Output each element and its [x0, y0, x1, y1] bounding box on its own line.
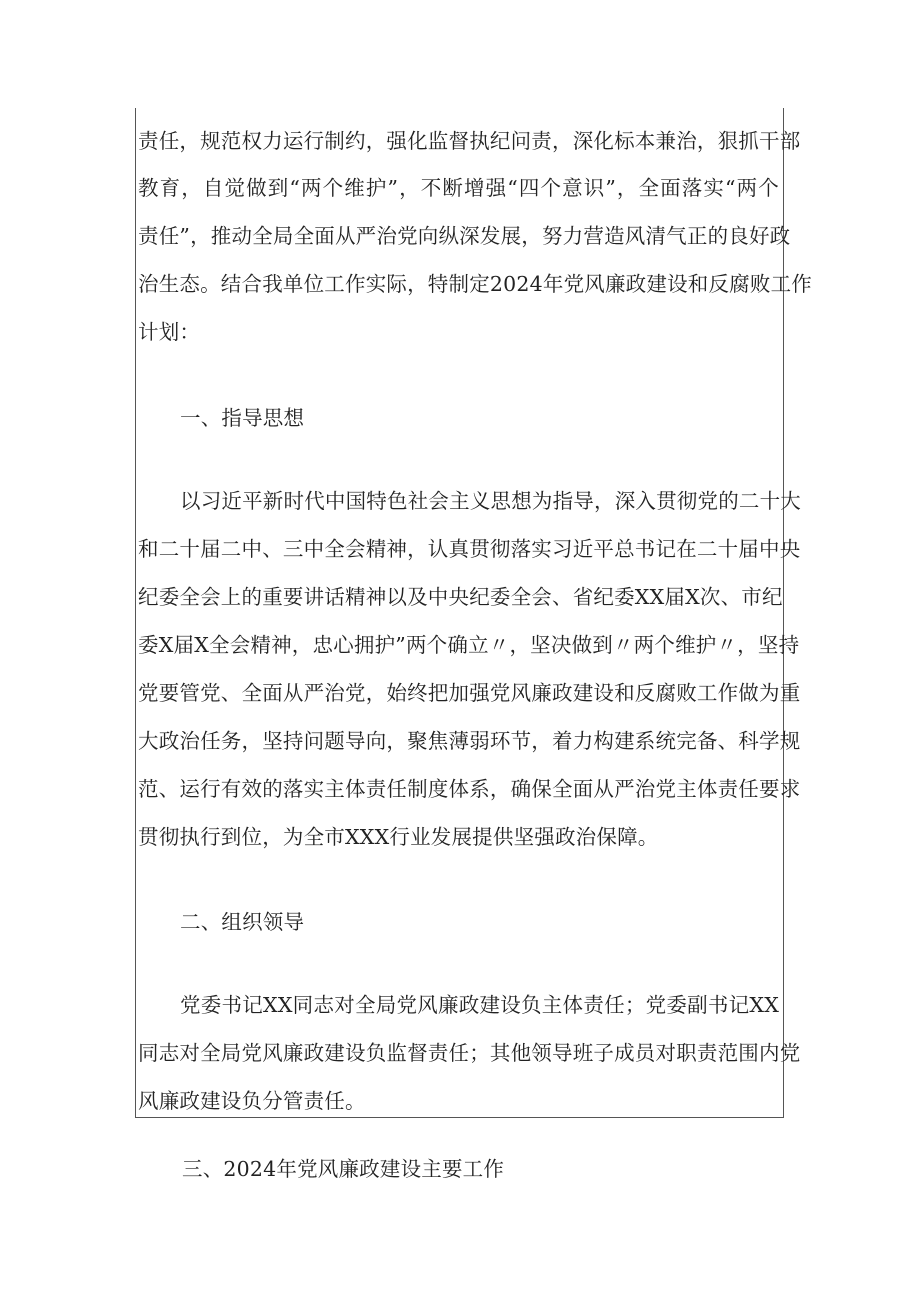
paragraph-line: 委X届X全会精神，忠心拥护”两个确立〃，坚决做到〃两个维护〃，坚持: [138, 633, 800, 657]
paragraph-line: 党要管党、全面从严治党，始终把加强党风廉政建设和反腐败工作做为重: [138, 681, 801, 705]
intro-line: 治生态。结合我单位工作实际，特制定2024年党风廉政建设和反腐败工作: [138, 272, 812, 296]
paragraph-line: 以习近平新时代中国特色社会主义思想为指导，深入贯彻党的二十大: [180, 489, 801, 513]
paragraph-line: 范、运行有效的落实主体责任制度体系，确保全面从严治党主体责任要求: [138, 777, 801, 801]
section-heading-guiding-thought: 一、指导思想: [180, 406, 305, 430]
paragraph-line: 同志对全局党风廉政建设负监督责任；其他领导班子成员对职责范围内党: [138, 1041, 801, 1065]
paragraph-line: 风廉政建设负分管责任。: [138, 1089, 366, 1113]
intro-line: 教育，自觉做到“两个维护”，不断增强“四个意识”，全面落实“两个: [138, 176, 779, 200]
intro-line: 责任，规范权力运行制约，强化监督执纪问责，深化标本兼治，狠抓干部: [138, 129, 801, 153]
section-heading-organization: 二、组织领导: [180, 910, 305, 934]
document-frame: [135, 108, 812, 1118]
paragraph-line: 纪委全会上的重要讲话精神以及中央纪委全会、省纪委XX届X次、市纪: [138, 585, 783, 609]
paragraph-line: 大政治任务，坚持问题导向，聚焦薄弱环节，着力构建系统完备、科学规: [138, 729, 801, 753]
paragraph-line: 和二十届二中、三中全会精神，认真贯彻落实习近平总书记在二十届中央: [138, 537, 801, 561]
section-heading-main-work: 三、2024年党风廉政建设主要工作: [182, 1157, 505, 1181]
intro-line: 计划：: [138, 320, 201, 344]
intro-line: 责任”，推动全局全面从严治党向纵深发展，努力营造风清气正的良好政: [138, 224, 791, 248]
paragraph-line: 党委书记XX同志对全局党风廉政建设负主体责任；党委副书记XX: [180, 993, 779, 1017]
paragraph-line: 贯彻执行到位，为全市XXX行业发展提供坚强政治保障。: [138, 825, 659, 849]
